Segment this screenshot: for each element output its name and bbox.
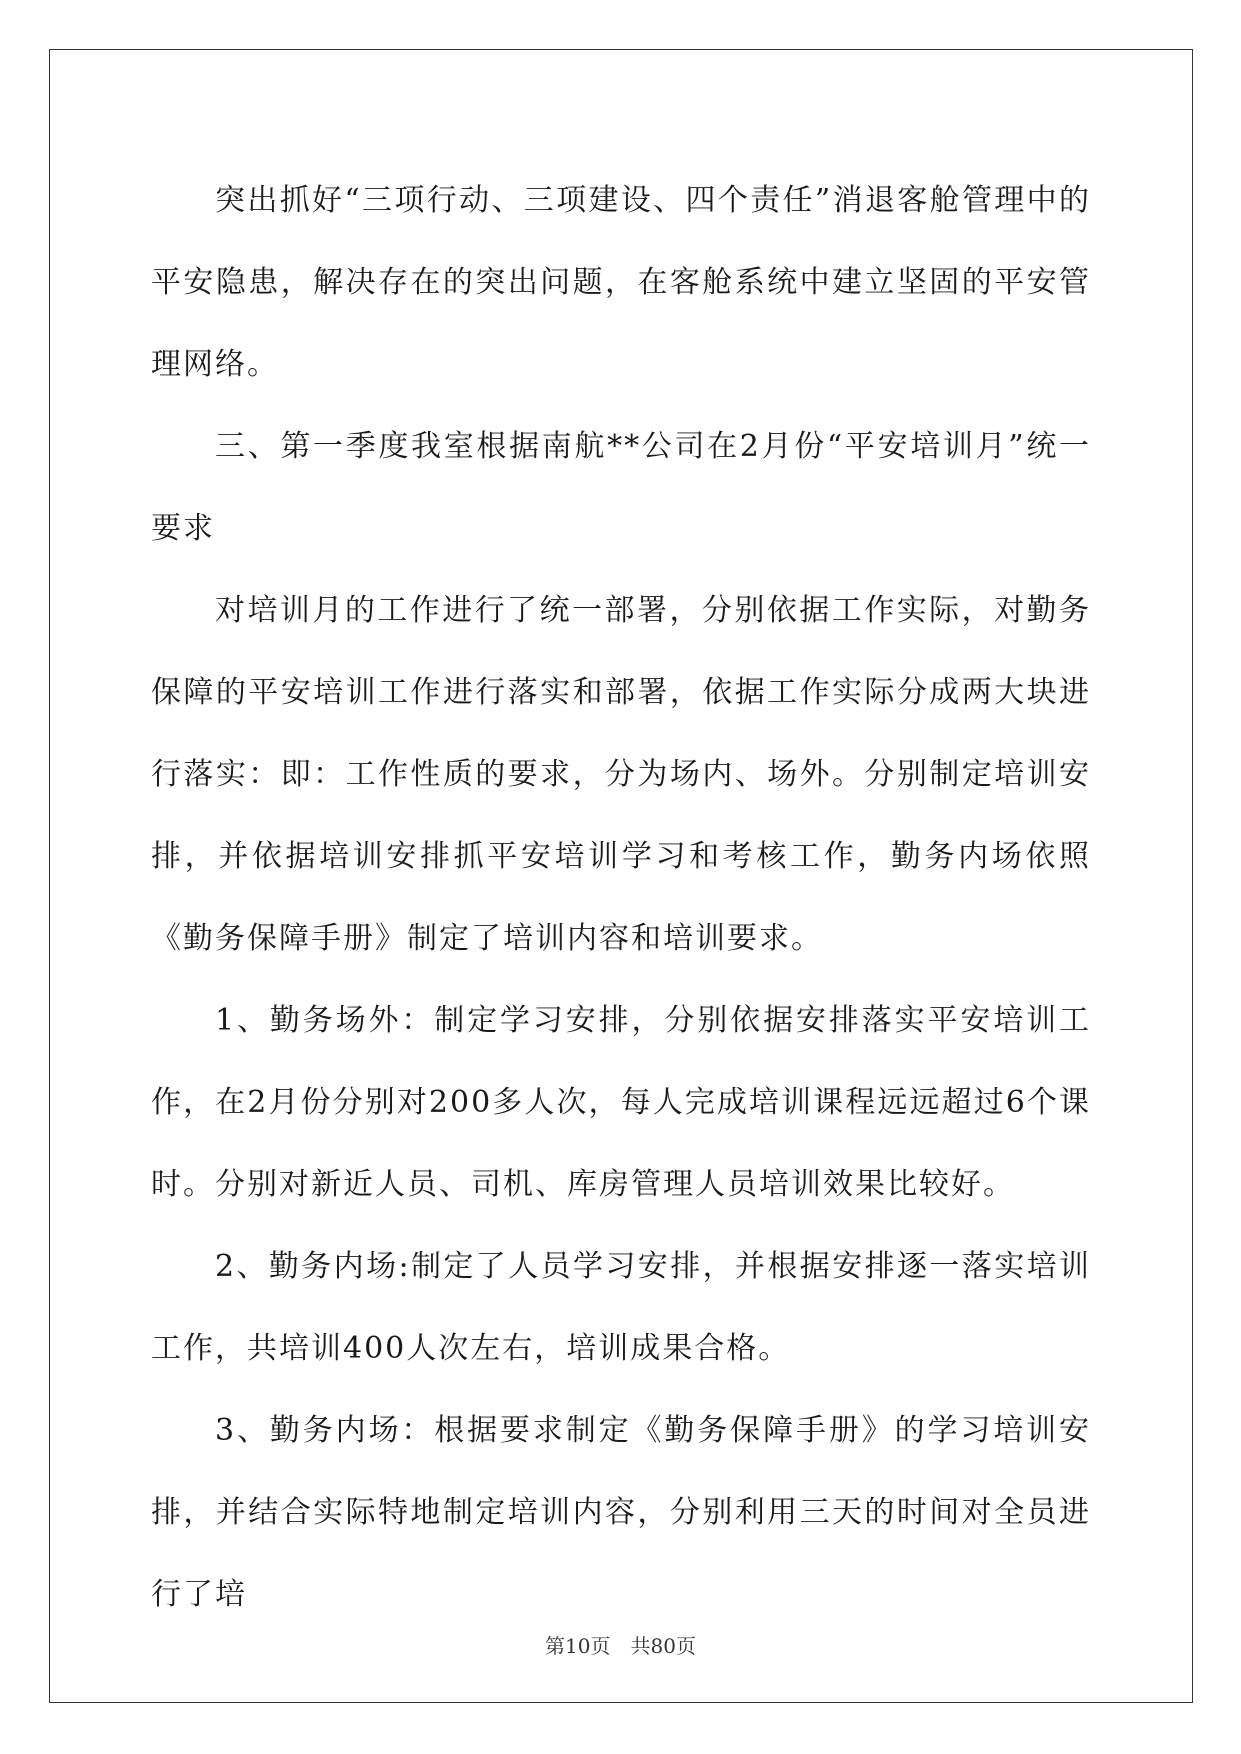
paragraph-safety-goals: 突出抓好“三项行动、三项建设、四个责任”消退客舱管理中的平安隐患，解决存在的突出问题，在客舱系统中建立坚固的平安管理网络。 [151,183,1091,382]
paragraph-section-three-heading: 三、第一季度我室根据南航**公司在2月份“平安培训月”统一要求 [151,429,1091,546]
paragraph-item-1-outfield: 1、勤务场外：制定学习安排，分别依据安排落实平安培训工作，在2月份分别对200多人次，每人完成培训课程远远超过6个课时。分别对新近人员、司机、库房管理人员培训效果比较好。 [151,1003,1091,1202]
page-number-footer: 第10页 共80页 [545,1634,696,1658]
paragraph-training-deployment: 对培训月的工作进行了统一部署，分别依据工作实际，对勤务保障的平安培训工作进行落实和部署，依据工作实际分成两大块进行落实：即：工作性质的要求，分为场内、场外。分别制定培训安排，并依据培训安排抓平安培训学习和考核工作，勤务内场依照《勤务保障手册》制定了培训内容和培训要求。 [151,593,1091,956]
document-body [151,160,1091,1636]
paragraph-item-3-infield: 3、勤务内场：根据要求制定《勤务保障手册》的学习培训安排，并结合实际特地制定培训内容，分别利用三天的时间对全员进行了培 [151,1413,1091,1612]
paragraph-item-2-infield: 2、勤务内场:制定了人员学习安排，并根据安排逐一落实培训工作，共培训400人次左右，培训成果合格。 [151,1249,1091,1366]
